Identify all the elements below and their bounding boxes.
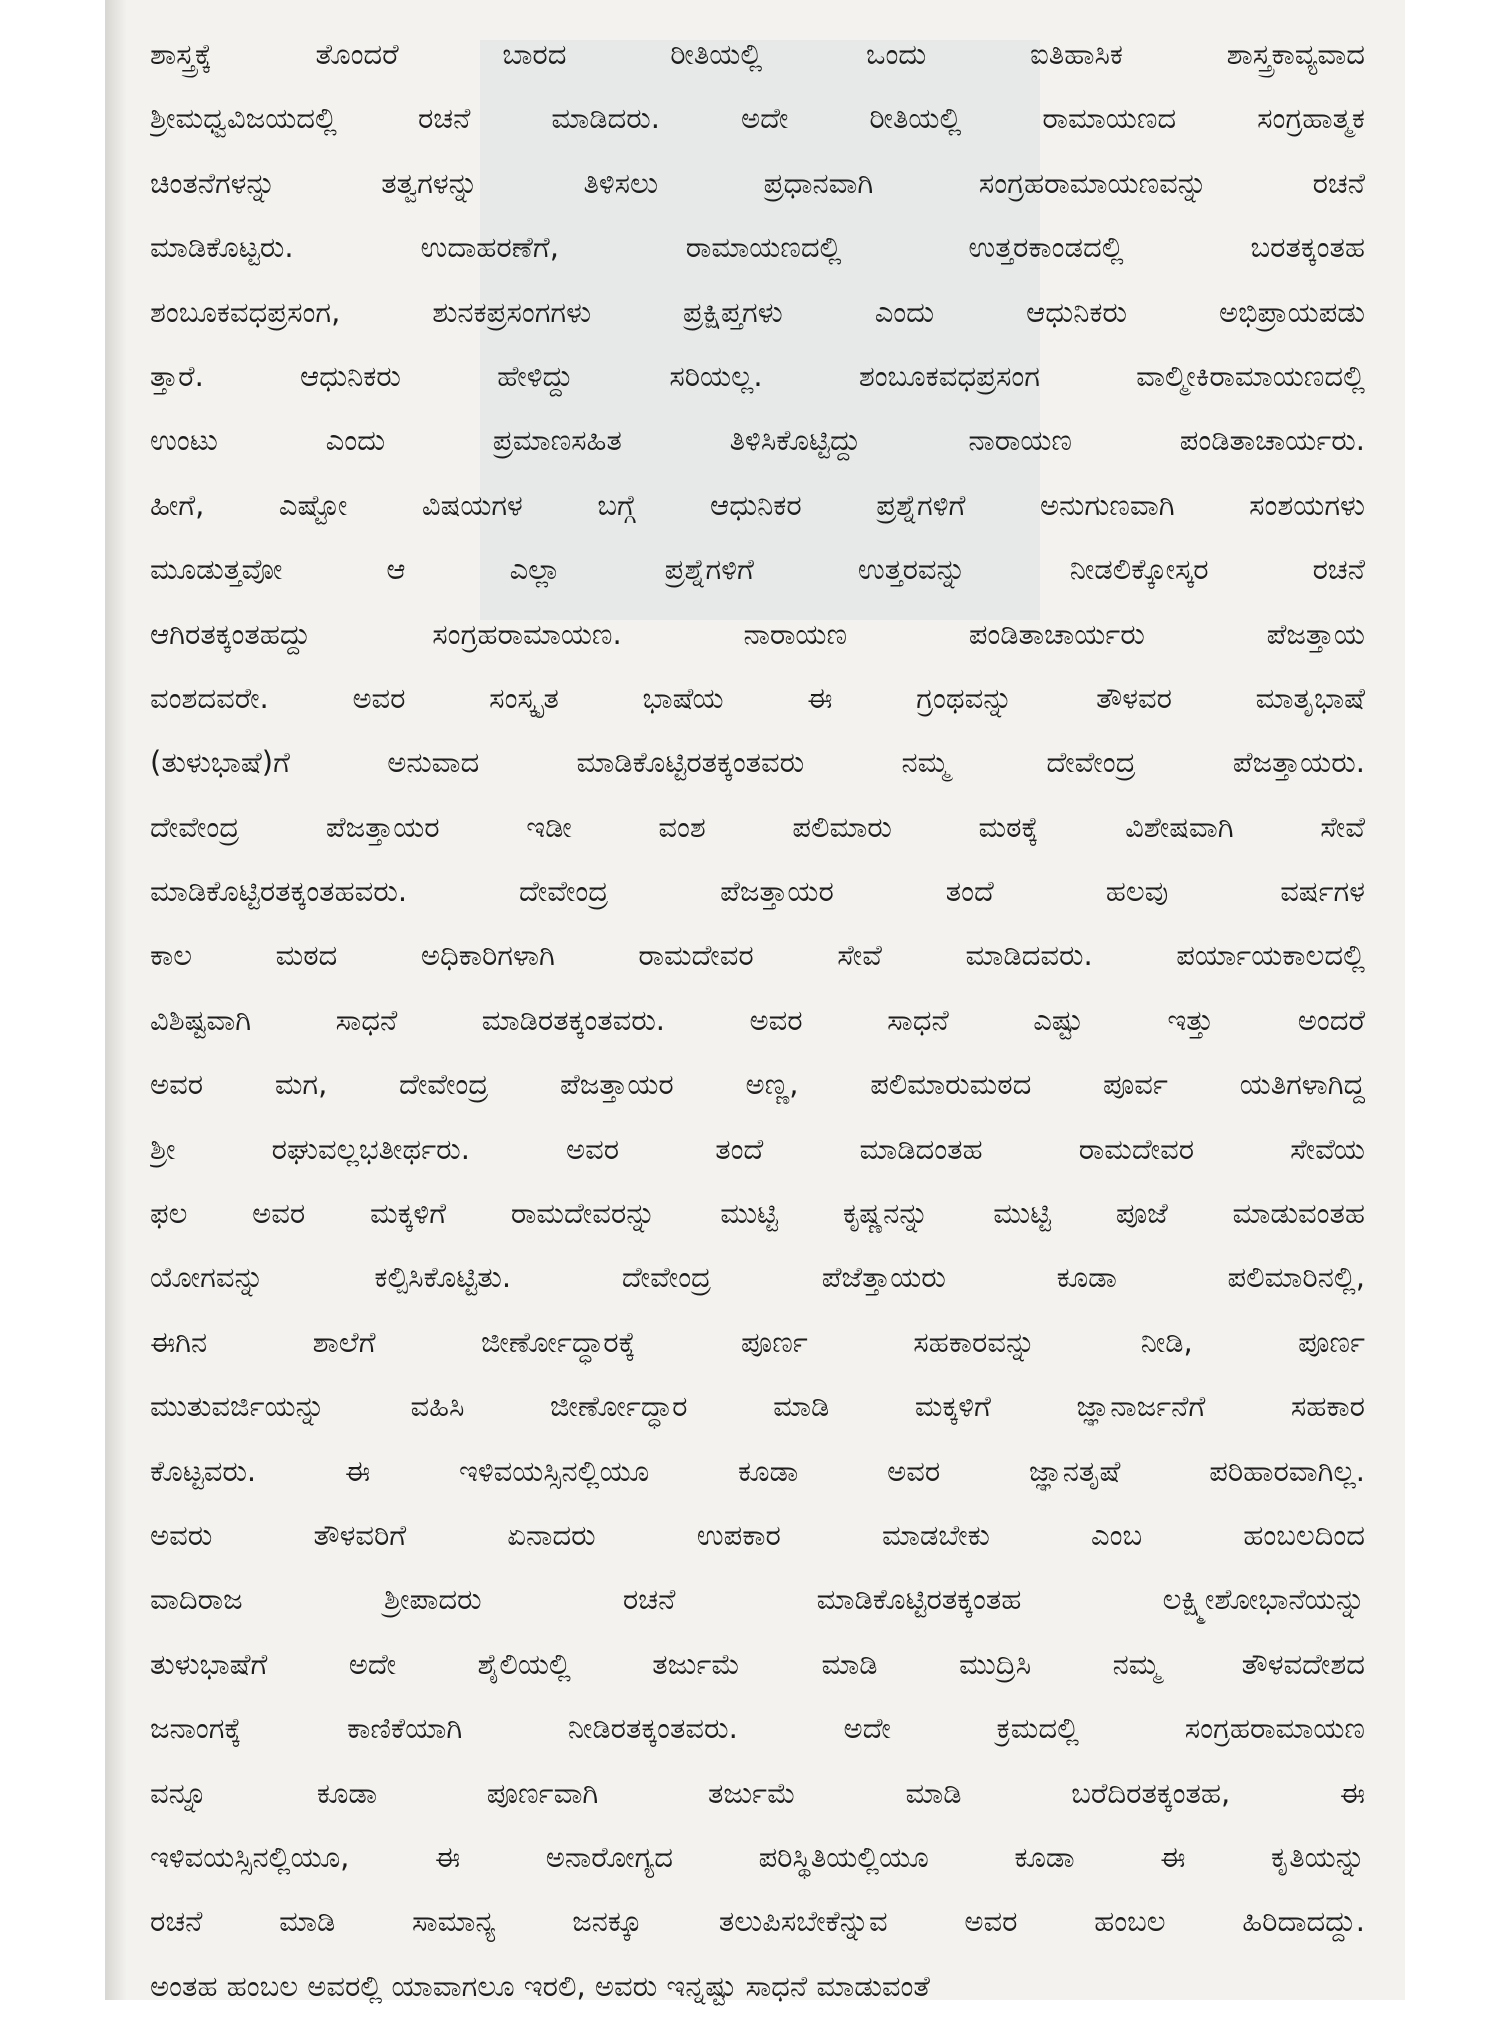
text-line: ತ್ತಾರೆ. ಆಧುನಿಕರು ಹೇಳಿದ್ದು ಸರಿಯಲ್ಲ. ಶಂಬೂಕವಧಪ್ರಸಂಗ ವಾಲ್ಮೀಕಿರಾಮಾಯಣದಲ್ಲಿ xyxy=(150,358,1365,393)
text-line: ಕಾಲ ಮಠದ ಅಧಿಕಾರಿಗಳಾಗಿ ರಾಮದೇವರ ಸೇವೆ ಮಾಡಿದವರು. ಪರ್ಯಾಯಕಾಲದಲ್ಲಿ xyxy=(150,938,1365,973)
text-line: ದೇವೇಂದ್ರ ಪೆಜತ್ತಾಯರ ಇಡೀ ವಂಶ ಪಲಿಮಾರು ಮಠಕ್ಕೆ ವಿಶೇಷವಾಗಿ ಸೇವೆ xyxy=(150,809,1365,844)
text-line: ಶಂಬೂಕವಧಪ್ರಸಂಗ, ಶುನಕಪ್ರಸಂಗಗಳು ಪ್ರಕ್ಷಿಪ್ತಗಳು ಎಂದು ಆಧುನಿಕರು ಅಭಿಪ್ರಾಯಪಡು xyxy=(150,294,1365,329)
text-line: ಆಗಿರತಕ್ಕಂತಹದ್ದು ಸಂಗ್ರಹರಾಮಾಯಣ. ನಾರಾಯಣ ಪಂಡಿತಾಚಾರ್ಯರು ಪೆಜತ್ತಾಯ xyxy=(150,616,1365,651)
text-line: ಮಾಡಿಕೊಟ್ಟರು. ಉದಾಹರಣೆಗೆ, ರಾಮಾಯಣದಲ್ಲಿ ಉತ್ತರಕಾಂಡದಲ್ಲಿ ಬರತಕ್ಕಂತಹ xyxy=(150,230,1365,265)
text-line: ವಂಶದವರೇ. ಅವರ ಸಂಸ್ಕೃತ ಭಾಷೆಯ ಈ ಗ್ರಂಥವನ್ನು ತೌಳವರ ಮಾತೃಭಾಷೆ xyxy=(150,680,1365,715)
text-line: (ತುಳುಭಾಷೆ)ಗೆ ಅನುವಾದ ಮಾಡಿಕೊಟ್ಟಿರತಕ್ಕಂತವರು ನಮ್ಮ ದೇವೇಂದ್ರ ಪೆಜತ್ತಾಯರು. xyxy=(150,745,1365,780)
text-line: ಉಂಟು ಎಂದು ಪ್ರಮಾಣಸಹಿತ ತಿಳಿಸಿಕೊಟ್ಟಿದ್ದು ನಾರಾಯಣ ಪಂಡಿತಾಚಾರ್ಯರು. xyxy=(150,423,1365,458)
text-line: ಮುತುವರ್ಜಿಯನ್ನು ವಹಿಸಿ ಜೀರ್ಣೋದ್ಧಾರ ಮಾಡಿ ಮಕ್ಕಳಿಗೆ ಜ್ಞಾನಾರ್ಜನೆಗೆ ಸಹಕಾರ xyxy=(150,1389,1365,1424)
text-line: ಶಾಸ್ತ್ರಕ್ಕೆ ತೊಂದರೆ ಬಾರದ ರೀತಿಯಲ್ಲಿ ಒಂದು ಐತಿಹಾಸಿಕ ಶಾಸ್ತ್ರಕಾವ್ಯವಾದ xyxy=(150,37,1365,71)
text-line: ಜನಾಂಗಕ್ಕೆ ಕಾಣಿಕೆಯಾಗಿ ನೀಡಿರತಕ್ಕಂತವರು. ಅದೇ ಕ್ರಮದಲ್ಲಿ ಸಂಗ್ರಹರಾಮಾಯಣ xyxy=(150,1711,1365,1746)
text-line: ಕೊಟ್ಟವರು. ಈ ಇಳಿವಯಸ್ಸಿನಲ್ಲಿಯೂ ಕೂಡಾ ಅವರ ಜ್ಞಾನತೃಷೆ ಪರಿಹಾರವಾಗಿಲ್ಲ. xyxy=(150,1453,1365,1488)
text-line: ಇಳಿವಯಸ್ಸಿನಲ್ಲಿಯೂ, ಈ ಅನಾರೋಗ್ಯದ ಪರಿಸ್ಥಿತಿಯಲ್ಲಿಯೂ ಕೂಡಾ ಈ ಕೃತಿಯನ್ನು xyxy=(150,1839,1365,1874)
text-line: ಹೀಗೆ, ಎಷ್ಟೋ ವಿಷಯಗಳ ಬಗ್ಗೆ ಆಧುನಿಕರ ಪ್ರಶ್ನೆಗಳಿಗೆ ಅನುಗುಣವಾಗಿ ಸಂಶಯಗಳು xyxy=(150,487,1365,522)
text-line: ಈಗಿನ ಶಾಲೆಗೆ ಜೀರ್ಣೋದ್ಧಾರಕ್ಕೆ ಪೂರ್ಣ ಸಹಕಾರವನ್ನು ನೀಡಿ, ಪೂರ್ಣ xyxy=(150,1324,1365,1359)
page-edge-shadow xyxy=(105,0,127,2000)
text-line: ಅವರು ತೌಳವರಿಗೆ ಏನಾದರು ಉಪಕಾರ ಮಾಡಬೇಕು ಎಂಬ ಹಂಬಲದಿಂದ xyxy=(150,1517,1365,1552)
document-text xyxy=(150,22,1365,2003)
text-line: ಅಂತಹ ಹಂಬಲ ಅವರಲ್ಲಿ ಯಾವಾಗಲೂ ಇರಲಿ, ಅವರು ಇನ್ನಷ್ಟು ಸಾಧನೆ ಮಾಡುವಂತೆ xyxy=(150,1968,930,2003)
text-line: ಶ್ರೀ ರಘುವಲ್ಲಭತೀರ್ಥರು. ಅವರ ತಂದೆ ಮಾಡಿದಂತಹ ರಾಮದೇವರ ಸೇವೆಯ xyxy=(150,1131,1365,1166)
text-line: ಮೂಡುತ್ತವೋ ಆ ಎಲ್ಲಾ ಪ್ರಶ್ನೆಗಳಿಗೆ ಉತ್ತರವನ್ನು ನೀಡಲಿಕ್ಕೋಸ್ಕರ ರಚನೆ xyxy=(150,552,1365,587)
text-line: ಚಿಂತನೆಗಳನ್ನು ತತ್ವಗಳನ್ನು ತಿಳಿಸಲು ಪ್ರಧಾನವಾಗಿ ಸಂಗ್ರಹರಾಮಾಯಣವನ್ನು ರಚನೆ xyxy=(150,165,1365,200)
text-line: ವಾದಿರಾಜ ಶ್ರೀಪಾದರು ರಚನೆ ಮಾಡಿಕೊಟ್ಟಿರತಕ್ಕಂತಹ ಲಕ್ಷ್ಮೀಶೋಭಾನೆಯನ್ನು xyxy=(150,1582,1365,1617)
text-line: ವನ್ನೂ ಕೂಡಾ ಪೂರ್ಣವಾಗಿ ತರ್ಜುಮೆ ಮಾಡಿ ಬರೆದಿರತಕ್ಕಂತಹ, ಈ xyxy=(150,1775,1365,1810)
text-line: ಮಾಡಿಕೊಟ್ಟಿರತಕ್ಕಂತಹವರು. ದೇವೇಂದ್ರ ಪೆಜತ್ತಾಯರ ತಂದೆ ಹಲವು ವರ್ಷಗಳ xyxy=(150,874,1365,909)
text-line: ಫಲ ಅವರ ಮಕ್ಕಳಿಗೆ ರಾಮದೇವರನ್ನು ಮುಟ್ಟಿ ಕೃಷ್ಣನನ್ನು ಮುಟ್ಟಿ ಪೂಜೆ ಮಾಡುವಂತಹ xyxy=(150,1196,1365,1231)
text-line: ಶ್ರೀಮಧ್ವವಿಜಯದಲ್ಲಿ ರಚನೆ ಮಾಡಿದರು. ಅದೇ ರೀತಿಯಲ್ಲಿ ರಾಮಾಯಣದ ಸಂಗ್ರಹಾತ್ಮಕ xyxy=(150,101,1365,136)
text-line: ವಿಶಿಷ್ಟವಾಗಿ ಸಾಧನೆ ಮಾಡಿರತಕ್ಕಂತವರು. ಅವರ ಸಾಧನೆ ಎಷ್ಟು ಇತ್ತು ಅಂದರೆ xyxy=(150,1002,1365,1037)
text-line: ಯೋಗವನ್ನು ಕಲ್ಪಿಸಿಕೊಟ್ಟಿತು. ದೇವೇಂದ್ರ ಪೆಜೆತ್ತಾಯರು ಕೂಡಾ ಪಲಿಮಾರಿನಲ್ಲಿ, xyxy=(150,1260,1365,1295)
text-line: ತುಳುಭಾಷೆಗೆ ಅದೇ ಶೈಲಿಯಲ್ಲಿ ತರ್ಜುಮೆ ಮಾಡಿ ಮುದ್ರಿಸಿ ನಮ್ಮ ತೌಳವದೇಶದ xyxy=(150,1646,1365,1681)
text-line: ಅವರ ಮಗ, ದೇವೇಂದ್ರ ಪೆಜತ್ತಾಯರ ಅಣ್ಣ, ಪಲಿಮಾರುಮಠದ ಪೂರ್ವ ಯತಿಗಳಾಗಿದ್ದ xyxy=(150,1067,1365,1102)
text-line: ರಚನೆ ಮಾಡಿ ಸಾಮಾನ್ಯ ಜನಕ್ಕೂ ತಲುಪಿಸಬೇಕೆನ್ನುವ ಅವರ ಹಂಬಲ ಹಿರಿದಾದದ್ದು. xyxy=(150,1904,1365,1939)
